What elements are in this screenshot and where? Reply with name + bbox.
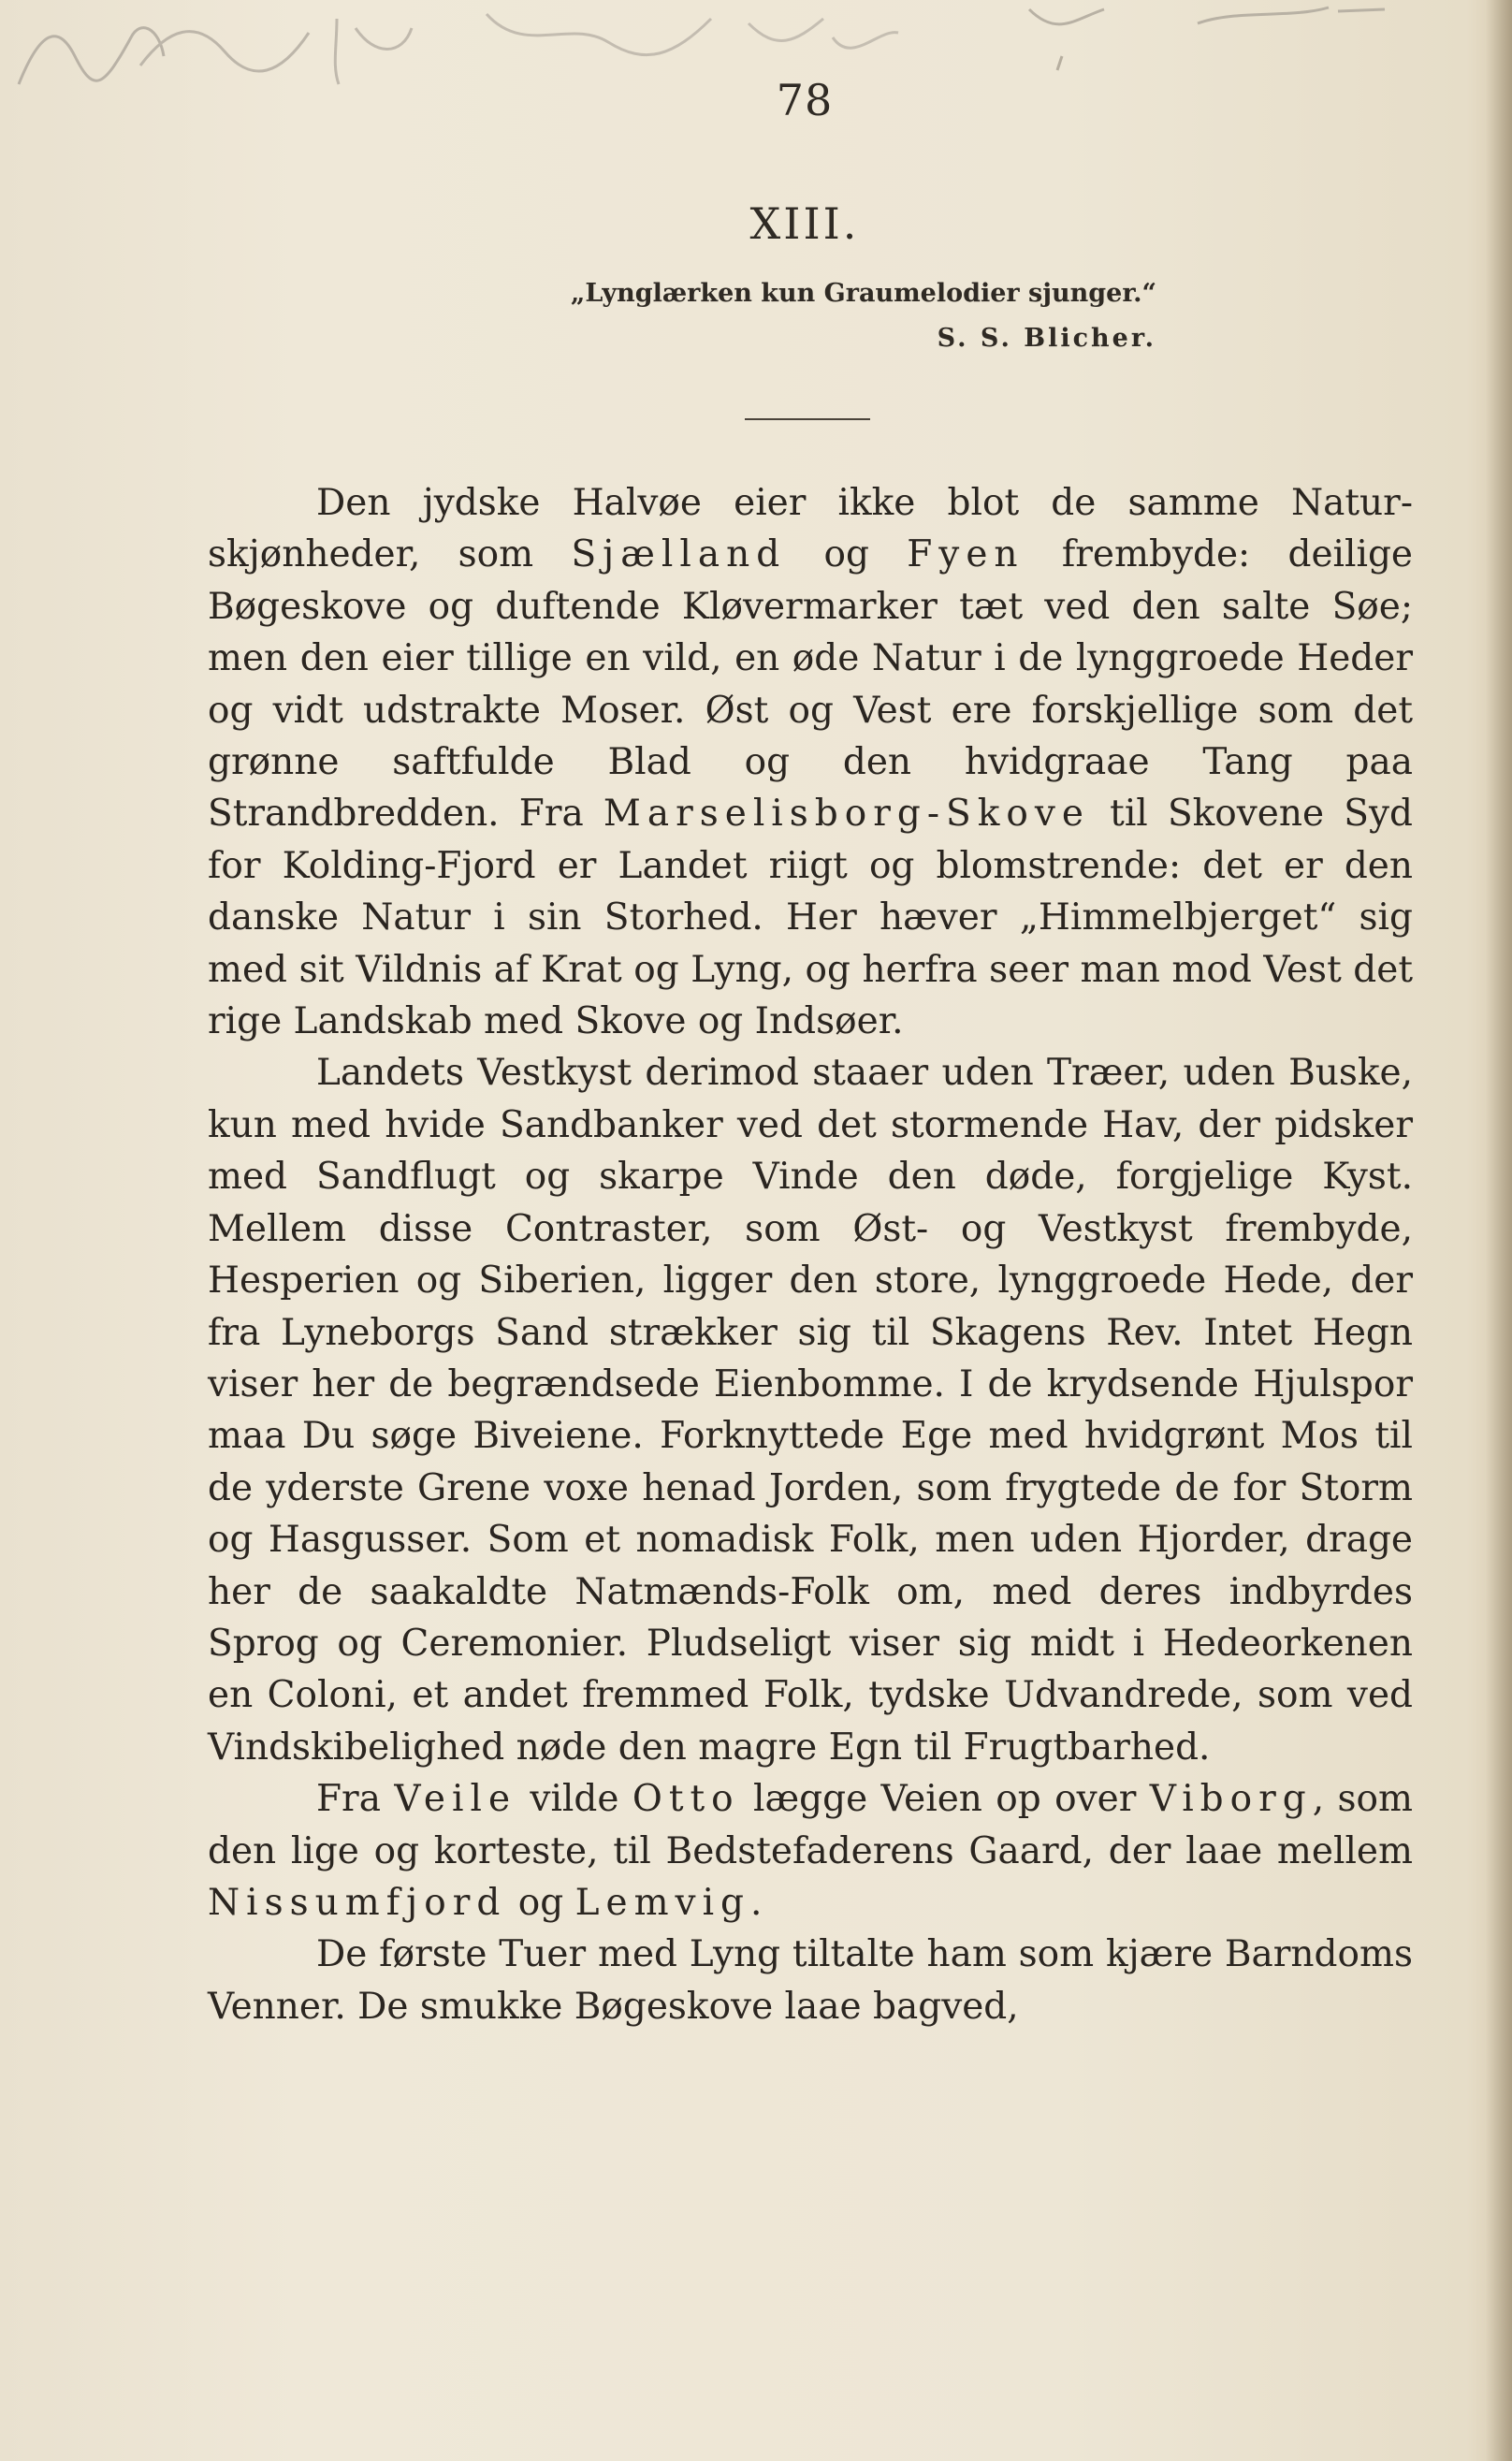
spaced-name: Otto (632, 1778, 740, 1821)
section-divider (745, 418, 870, 420)
text-run: De første Tuer med Lyng tiltalte ham som kjære Barndoms Venner. De smukke Bøgeskove laae bagved, (208, 1933, 1413, 2028)
text-run: vilde (516, 1778, 632, 1821)
epigraph (571, 271, 1156, 361)
text-run: Fra (316, 1778, 395, 1821)
page-edge-shadow (1486, 0, 1512, 2461)
text-run: til Skovene Syd for Kolding-Fjord er Landet riigt og blomstrende: det er den danske Natur i sin Storhed. Her hæver „Himmelbjerget“ sig med sit Vildnis af Krat og Lyng, og herfra seer man mod Vest det rige Landskab med Skove og Indsøer. (208, 793, 1413, 1043)
body-text (208, 477, 1413, 2032)
spaced-name: Veile (394, 1778, 517, 1821)
spaced-name: Nissumfjord (208, 1881, 507, 1924)
paragraph (208, 477, 1413, 1047)
spaced-name: Marselisborg-Skove (603, 793, 1090, 836)
text-run: og (506, 1881, 575, 1924)
text-run: Landets Vestkyst derimod staaer uden Træer, uden Buske, kun med hvide Sandbanker ved det stormende Hav, der pidsker med Sandflugt og skarpe Vinde den døde, forgjelige Kyst. Mellem disse Contraster, som Øst- og Vestkyst frembyde, Hesperien og Siberien, ligger den store, lynggroede Hede, der fra Lyneborgs Sand strækker sig til Skagens Rev. Intet Hegn viser her de begrændsede Eienbomme. I de krydsende Hjulspor maa Du søge Biveiene. Forknyttede Ege med hvidgrønt Mos til de yderste Grene voxe henad Jorden, som frygtede de for Storm og Hasgusser. Som et nomadisk Folk, men uden Hjorder, drage her de saakaldte Natmænds-Folk om, med deres indbyrdes Sprog og Ceremonier. Pludseligt viser sig midt i Hedeorkenen en Coloni, et andet fremmed Folk, tydske Udvandrede, som ved Vindskibelighed nøde den magre Egn til Frugtbarhed. (208, 1052, 1413, 1769)
paragraph (208, 1929, 1413, 2032)
epigraph-quote: „Lynglærken kun Graumelodier sjunger.“ (570, 279, 1156, 308)
text-run: Den jydske Halvøe eier ikke blot de samme Naturskjønheder, som (208, 482, 1413, 576)
spaced-name: Fyen (907, 533, 1025, 576)
text-run: lægge Veien op over (739, 1778, 1150, 1821)
paragraph (208, 1773, 1413, 1929)
text-run: . (750, 1881, 763, 1924)
text-run: frembyde: deilige Bøgeskove og duftende Kløvermarker tæt ved den salte Søe; men den eier tillige en vild, en øde Natur i de lynggroede Heder og vidt udstrakte Moser. Øst og Vest ere forskjellige som det grønne saftfulde Blad og den hvidgraae Tang paa Strandbredden. Fra (208, 533, 1413, 836)
spaced-name: Viborg (1149, 1778, 1313, 1821)
text-run: , som den lige og korteste, til Bedstefaderens Gaard, der laae mellem (208, 1778, 1413, 1872)
text-run: og (786, 533, 908, 576)
epigraph-attribution: S. S. Blicher. (937, 324, 1156, 353)
spaced-name: Lemvig (574, 1881, 751, 1924)
spaced-name: Sjælland (571, 533, 787, 576)
paragraph (208, 1047, 1413, 1773)
chapter-number: XIII. (749, 198, 860, 249)
page-number: 78 (776, 75, 834, 125)
